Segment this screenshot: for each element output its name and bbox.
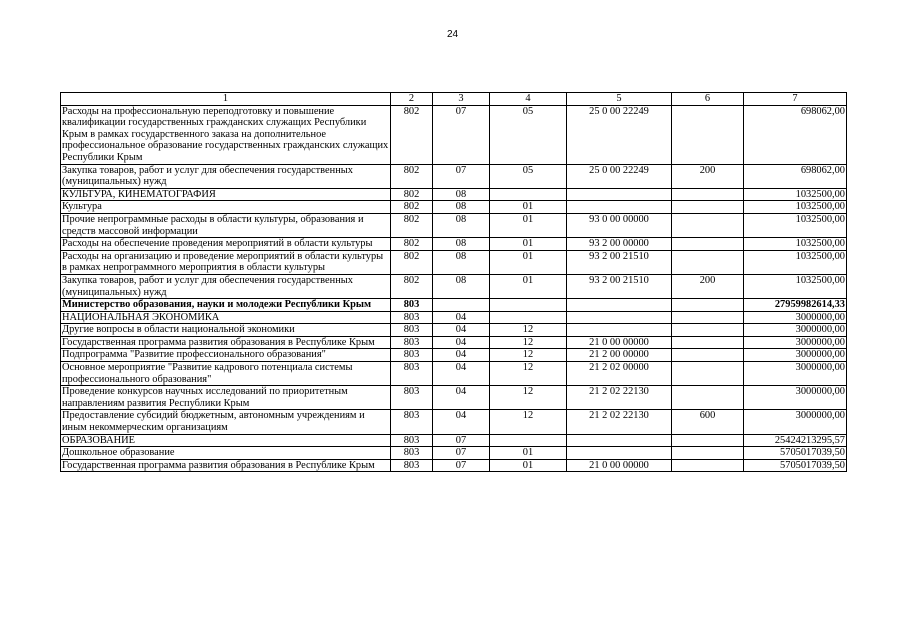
subsection-code: 01 [490, 213, 567, 237]
amount: 698062,00 [744, 164, 847, 188]
target-item-code: 93 0 00 00000 [567, 213, 672, 237]
expense-name: Расходы на профессиональную переподготовку и повышение квалификации государственных гражданских служащих Республики Крым в рамках государственного заказа на дополнительное профессиональное образование государственных гражданских служащих Республики Крым [61, 105, 391, 164]
amount: 3000000,00 [744, 362, 847, 386]
ministry-code: 802 [391, 274, 433, 298]
subsection-code [490, 188, 567, 201]
expense-name: Подпрограмма "Развитие профессионального образования" [61, 349, 391, 362]
amount: 3000000,00 [744, 386, 847, 410]
expense-type-code [672, 447, 744, 460]
table-row [61, 434, 847, 447]
ministry-code: 802 [391, 250, 433, 274]
amount: 1032500,00 [744, 238, 847, 251]
header-cell: 2 [391, 93, 433, 106]
expense-name: КУЛЬТУРА, КИНЕМАТОГРАФИЯ [61, 188, 391, 201]
expense-type-code [672, 250, 744, 274]
target-item-code: 25 0 00 22249 [567, 105, 672, 164]
target-item-code: 21 2 02 00000 [567, 362, 672, 386]
section-code: 04 [433, 386, 490, 410]
table-row [61, 250, 847, 274]
target-item-code: 93 2 00 21510 [567, 250, 672, 274]
subsection-code: 05 [490, 105, 567, 164]
target-item-code: 21 2 02 22130 [567, 386, 672, 410]
subsection-code: 01 [490, 447, 567, 460]
section-code: 04 [433, 336, 490, 349]
table-row [61, 336, 847, 349]
section-code: 08 [433, 213, 490, 237]
table-row [61, 362, 847, 386]
header-cell: 7 [744, 93, 847, 106]
expense-type-code [672, 324, 744, 337]
subsection-code: 12 [490, 349, 567, 362]
ministry-code: 803 [391, 410, 433, 434]
ministry-code: 803 [391, 336, 433, 349]
target-item-code: 21 0 00 00000 [567, 336, 672, 349]
amount: 27959982614,33 [744, 299, 847, 312]
target-item-code: 93 2 00 21510 [567, 274, 672, 298]
subsection-code: 01 [490, 201, 567, 214]
section-code: 04 [433, 410, 490, 434]
amount: 3000000,00 [744, 324, 847, 337]
subsection-code: 12 [490, 386, 567, 410]
subsection-code: 12 [490, 324, 567, 337]
section-code: 08 [433, 201, 490, 214]
table-row [61, 386, 847, 410]
ministry-code: 802 [391, 213, 433, 237]
amount: 25424213295,57 [744, 434, 847, 447]
table-row [61, 459, 847, 472]
expense-type-code: 200 [672, 274, 744, 298]
header-cell: 5 [567, 93, 672, 106]
page-number: 24 [446, 29, 459, 40]
expense-name: Закупка товаров, работ и услуг для обеспечения государственных (муниципальных) нужд [61, 274, 391, 298]
table-row [61, 311, 847, 324]
budget-table [60, 92, 847, 472]
section-code: 04 [433, 311, 490, 324]
header-row [61, 93, 847, 106]
section-code: 07 [433, 105, 490, 164]
amount: 5705017039,50 [744, 459, 847, 472]
expense-type-code: 200 [672, 164, 744, 188]
ministry-code: 803 [391, 324, 433, 337]
expense-type-code [672, 299, 744, 312]
expense-type-code [672, 459, 744, 472]
amount: 3000000,00 [744, 311, 847, 324]
expense-type-code [672, 336, 744, 349]
header-cell: 3 [433, 93, 490, 106]
table-row [61, 188, 847, 201]
target-item-code [567, 434, 672, 447]
ministry-code: 802 [391, 188, 433, 201]
table-row [61, 447, 847, 460]
ministry-code: 803 [391, 434, 433, 447]
section-code: 04 [433, 349, 490, 362]
subsection-code: 01 [490, 238, 567, 251]
amount: 5705017039,50 [744, 447, 847, 460]
table-row [61, 349, 847, 362]
expense-type-code [672, 105, 744, 164]
subsection-code: 01 [490, 250, 567, 274]
expense-type-code [672, 188, 744, 201]
target-item-code: 21 2 00 00000 [567, 349, 672, 362]
table-row [61, 201, 847, 214]
target-item-code [567, 188, 672, 201]
expense-name: НАЦИОНАЛЬНАЯ ЭКОНОМИКА [61, 311, 391, 324]
amount: 1032500,00 [744, 250, 847, 274]
table-row [61, 324, 847, 337]
expense-type-code [672, 213, 744, 237]
target-item-code: 93 2 00 00000 [567, 238, 672, 251]
ministry-code: 803 [391, 386, 433, 410]
expense-type-code: 600 [672, 410, 744, 434]
ministry-code: 803 [391, 299, 433, 312]
header-cell: 1 [61, 93, 391, 106]
subsection-code: 05 [490, 164, 567, 188]
expense-name: Проведение конкурсов научных исследований по приоритетным направлениям развития Республики Крым [61, 386, 391, 410]
ministry-code: 803 [391, 447, 433, 460]
expense-type-code [672, 311, 744, 324]
subsection-code: 01 [490, 274, 567, 298]
amount: 1032500,00 [744, 188, 847, 201]
section-code: 07 [433, 459, 490, 472]
ministry-code: 802 [391, 164, 433, 188]
amount: 1032500,00 [744, 201, 847, 214]
section-code: 04 [433, 362, 490, 386]
target-item-code: 21 2 02 22130 [567, 410, 672, 434]
table-row [61, 105, 847, 164]
table-row [61, 274, 847, 298]
section-code: 08 [433, 188, 490, 201]
section-code: 08 [433, 250, 490, 274]
subsection-code: 12 [490, 410, 567, 434]
expense-name: Закупка товаров, работ и услуг для обеспечения государственных (муниципальных) нужд [61, 164, 391, 188]
ministry-code: 803 [391, 459, 433, 472]
expense-name: Предоставление субсидий бюджетным, автономным учреждениям и иным некоммерческим организациям [61, 410, 391, 434]
amount: 3000000,00 [744, 349, 847, 362]
expense-name: Государственная программа развития образования в Республике Крым [61, 459, 391, 472]
section-code: 04 [433, 324, 490, 337]
ministry-code: 803 [391, 349, 433, 362]
expense-name: Прочие непрограммные расходы в области культуры, образования и средств массовой информации [61, 213, 391, 237]
amount: 698062,00 [744, 105, 847, 164]
amount: 3000000,00 [744, 336, 847, 349]
subsection-code [490, 299, 567, 312]
expense-name: Другие вопросы в области национальной экономики [61, 324, 391, 337]
target-item-code [567, 201, 672, 214]
amount: 1032500,00 [744, 213, 847, 237]
table-row [61, 299, 847, 312]
expense-name: ОБРАЗОВАНИЕ [61, 434, 391, 447]
expense-name: Основное мероприятие "Развитие кадрового потенциала системы профессионального образования" [61, 362, 391, 386]
expense-type-code [672, 434, 744, 447]
table-row [61, 238, 847, 251]
header-cell: 6 [672, 93, 744, 106]
subsection-code: 01 [490, 459, 567, 472]
expense-name: Дошкольное образование [61, 447, 391, 460]
ministry-code: 802 [391, 201, 433, 214]
subsection-code [490, 434, 567, 447]
expense-type-code [672, 349, 744, 362]
expense-name: Культура [61, 201, 391, 214]
ministry-code: 803 [391, 362, 433, 386]
section-code [433, 299, 490, 312]
section-code: 07 [433, 447, 490, 460]
expense-name: Министерство образования, науки и молодежи Республики Крым [61, 299, 391, 312]
header-cell: 4 [490, 93, 567, 106]
expense-type-code [672, 201, 744, 214]
table-row [61, 213, 847, 237]
target-item-code [567, 447, 672, 460]
subsection-code [490, 311, 567, 324]
section-code: 08 [433, 238, 490, 251]
ministry-code: 802 [391, 238, 433, 251]
amount: 3000000,00 [744, 410, 847, 434]
table-row [61, 164, 847, 188]
target-item-code: 21 0 00 00000 [567, 459, 672, 472]
target-item-code [567, 324, 672, 337]
amount: 1032500,00 [744, 274, 847, 298]
section-code: 07 [433, 164, 490, 188]
expense-name: Расходы на организацию и проведение мероприятий в области культуры в рамках непрограммного мероприятия в области культуры [61, 250, 391, 274]
expense-type-code [672, 386, 744, 410]
expense-name: Расходы на обеспечение проведения мероприятий в области культуры [61, 238, 391, 251]
ministry-code: 802 [391, 105, 433, 164]
section-code: 08 [433, 274, 490, 298]
section-code: 07 [433, 434, 490, 447]
expense-type-code [672, 362, 744, 386]
subsection-code: 12 [490, 336, 567, 349]
target-item-code [567, 299, 672, 312]
target-item-code: 25 0 00 22249 [567, 164, 672, 188]
expense-type-code [672, 238, 744, 251]
target-item-code [567, 311, 672, 324]
subsection-code: 12 [490, 362, 567, 386]
expense-name: Государственная программа развития образования в Республике Крым [61, 336, 391, 349]
ministry-code: 803 [391, 311, 433, 324]
table-row [61, 410, 847, 434]
